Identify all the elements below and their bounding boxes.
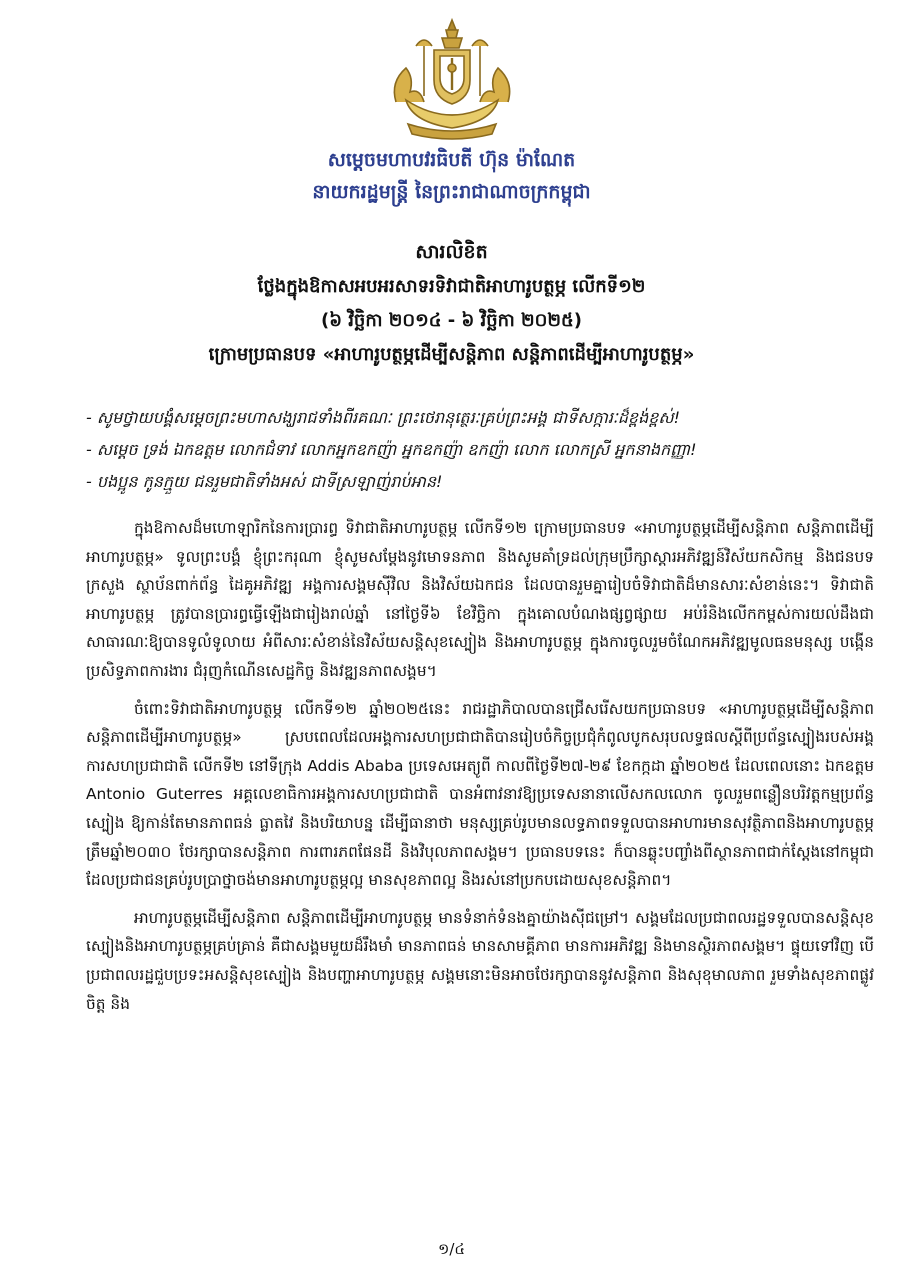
paragraph: អាហារូបត្ថម្ភដើម្បីសន្តិភាព សន្តិភាពដើម្បីអាហារូបត្ថម្ភ មានទំនាក់ទំនងគ្នាយ៉ាងស៊ីជម្រៅ។ សង្គមដែលប្រជាពលរដ្ឋទទួលបានសន្តិសុខស្បៀងនិងអាហារូបត្ថម្ភគ្រប់គ្រាន់ គឺជាសង្គមមួយដ៏រឹងមាំ មានភាពធន់ មានសាមគ្គីភាព មានការអភិវឌ្ឍ និងមានស្ថិរភាពសង្គម។ ផ្ទុយទៅវិញ បើប្រជាពលរដ្ឋជួបប្រទះអសន្តិសុខស្បៀង និងបញ្ហាអាហារូបត្ថម្ភ សង្គមនោះមិនអាចថែរក្សាបាននូវសន្តិភាព និងសុខុមាលភាព រួមទាំងសុខភាពផ្លូវចិត្ត និង bbox=[86, 908, 874, 1013]
document-title: សារលិខិត bbox=[415, 241, 488, 263]
document-subtitle: ថ្លែងក្នុងឱកាសអបអរសាទរទិវាជាតិអាហារូបត្ថម្ភ លើកទី១២ bbox=[257, 276, 646, 297]
royal-arms-of-cambodia-icon bbox=[376, 16, 528, 144]
document-theme: ក្រោមប្រធានបទ «អាហារូបត្ថម្ភដើម្បីសន្តិភាព សន្តិភាពដើម្បីអាហារូបត្ថម្ភ» bbox=[208, 344, 695, 365]
greeting-line: - បងប្អូន កូនក្មួយ ជនរួមជាតិទាំងអស់ ជាទីស្រឡាញ់រាប់អាន! bbox=[86, 472, 443, 491]
page-number: ១/៤ bbox=[437, 1240, 466, 1258]
document-dates: (៦ វិច្ឆិកា ២០១៤ - ៦ វិច្ឆិកា ២០២៥) bbox=[320, 310, 583, 331]
greetings-list bbox=[86, 402, 886, 498]
body-text bbox=[86, 514, 874, 1027]
office-title: នាយករដ្ឋមន្ត្រី នៃព្រះរាជាណាចក្រកម្ពុជា bbox=[312, 181, 591, 203]
paragraph: ចំពោះទិវាជាតិអាហារូបត្ថម្ភ លើកទី១២ ឆ្នាំ២០២៥នេះ រាជរដ្ឋាភិបាលបានជ្រើសរើសយកប្រធានបទ «អាហារូបត្ថម្ភដើម្បីសន្តិភាព សន្តិភាពដើម្បីអាហារូបត្ថម្ភ» ស្របពេលដែលអង្គការសហប្រជាជាតិបានរៀបចំកិច្ចប្រជុំកំពូលបូកសរុបលទ្ធផលស្តីពីប្រព័ន្ធស្បៀងរបស់អង្គការសហប្រជាជាតិ លើកទី២ នៅទីក្រុង Addis Ababa ប្រទេសអេត្យូពី កាលពីថ្ងៃទី២៧-២៩ ខែកក្កដា ឆ្នាំ២០២៥ ដែលពេលនោះ ឯកឧត្តម Antonio Guterres អគ្គលេខាធិការអង្គការសហប្រជាជាតិ បានអំពាវនាវឱ្យប្រទេសនានាលើសកលលោក ចូលរួមពន្លឿនបរិវត្តកម្មប្រព័ន្ធស្បៀង ឱ្យកាន់តែមានភាពធន់ ធ្លាតវៃ និងបរិយាបន្ន ដើម្បីធានាថា មនុស្សគ្រប់រូបមានលទ្ធភាពទទួលបានអាហារមានសុវត្ថិភាពនិងអាហារូបត្ថម្ភត្រឹមឆ្នាំ២០៣០ ថែរក្សាបានសន្តិភាព ការពារភពផែនដី និងវិបុលភាពសង្គម។ ប្រធានបទនេះ ក៏បានឆ្លុះបញ្ចាំងពីស្ថានភាពជាក់ស្តែងនៅកម្ពុជា ដែលប្រជាជនគ្រប់រូបប្រាថ្នាចង់មានអាហារូបត្ថម្ភល្អ មានសុខភាពល្អ និងរស់នៅប្រកបដោយសុខសន្តិភាព។ bbox=[86, 699, 874, 890]
greeting-line: - សម្តេច ទ្រង់ ឯកឧត្តម លោកជំទាវ លោកអ្នកឧកញ៉ា អ្នកឧកញ៉ា ឧកញ៉ា លោក លោកស្រី អ្នកនាងកញ្ញា! bbox=[86, 440, 697, 459]
office-name: សម្តេចមហាបវរធិបតី ហ៊ុន ម៉ាណែត bbox=[327, 149, 576, 171]
paragraph: ក្នុងឱកាសដ៏មហោឡារិកនៃការប្រារព្ធ ទិវាជាតិអាហារូបត្ថម្ភ លើកទី១២ ក្រោមប្រធានបទ «អាហារូបត្ថម្ភដើម្បីសន្តិភាព សន្តិភាពដើម្បីអាហារូបត្ថម្ភ» ទូលព្រះបង្គំ ខ្ញុំព្រះករុណា ខ្ញុំសូមសម្តែងនូវមោទនភាព និងសូមគាំទ្រដល់ក្រុមប្រឹក្សាស្តារអភិវឌ្ឍន៍វិស័យកសិកម្ម និងជនបទ ក្រសួង ស្ថាប័នពាក់ព័ន្ធ ដៃគូអភិវឌ្ឍ អង្គការសង្គមស៊ីវិល និងវិស័យឯកជន ដែលបានរួមគ្នារៀបចំទិវាជាតិដ៏មានសារៈសំខាន់នេះ។ ទិវាជាតិអាហារូបត្ថម្ភ ត្រូវបានប្រារព្ធធ្វើឡើងជារៀងរាល់ឆ្នាំ នៅថ្ងៃទី៦ ខែវិច្ឆិកា ក្នុងគោលបំណងផ្សព្វផ្សាយ អប់រំនិងលើកកម្ពស់ការយល់ដឹងជាសាធារណៈឱ្យបានទូលំទូលាយ អំពីសារៈសំខាន់នៃវិស័យសន្តិសុខស្បៀង និងអាហារូបត្ថម្ភ ក្នុងការចូលរួមចំណែកអភិវឌ្ឍមូលធនមនុស្ស បង្កើនប្រសិទ្ធភាពការងារ ជំរុញកំណើនសេដ្ឋកិច្ច និងវឌ្ឍនភាពសង្គម។ bbox=[86, 519, 874, 680]
greeting-line: - សូមថ្វាយបង្គំសម្តេចព្រះមហាសង្ឃរាជទាំងពីរគណៈ ព្រះថេរានុត្ថេរៈគ្រប់ព្រះអង្គ ជាទីសក្ការៈដ៏ខ្ពង់ខ្ពស់! bbox=[86, 408, 681, 427]
